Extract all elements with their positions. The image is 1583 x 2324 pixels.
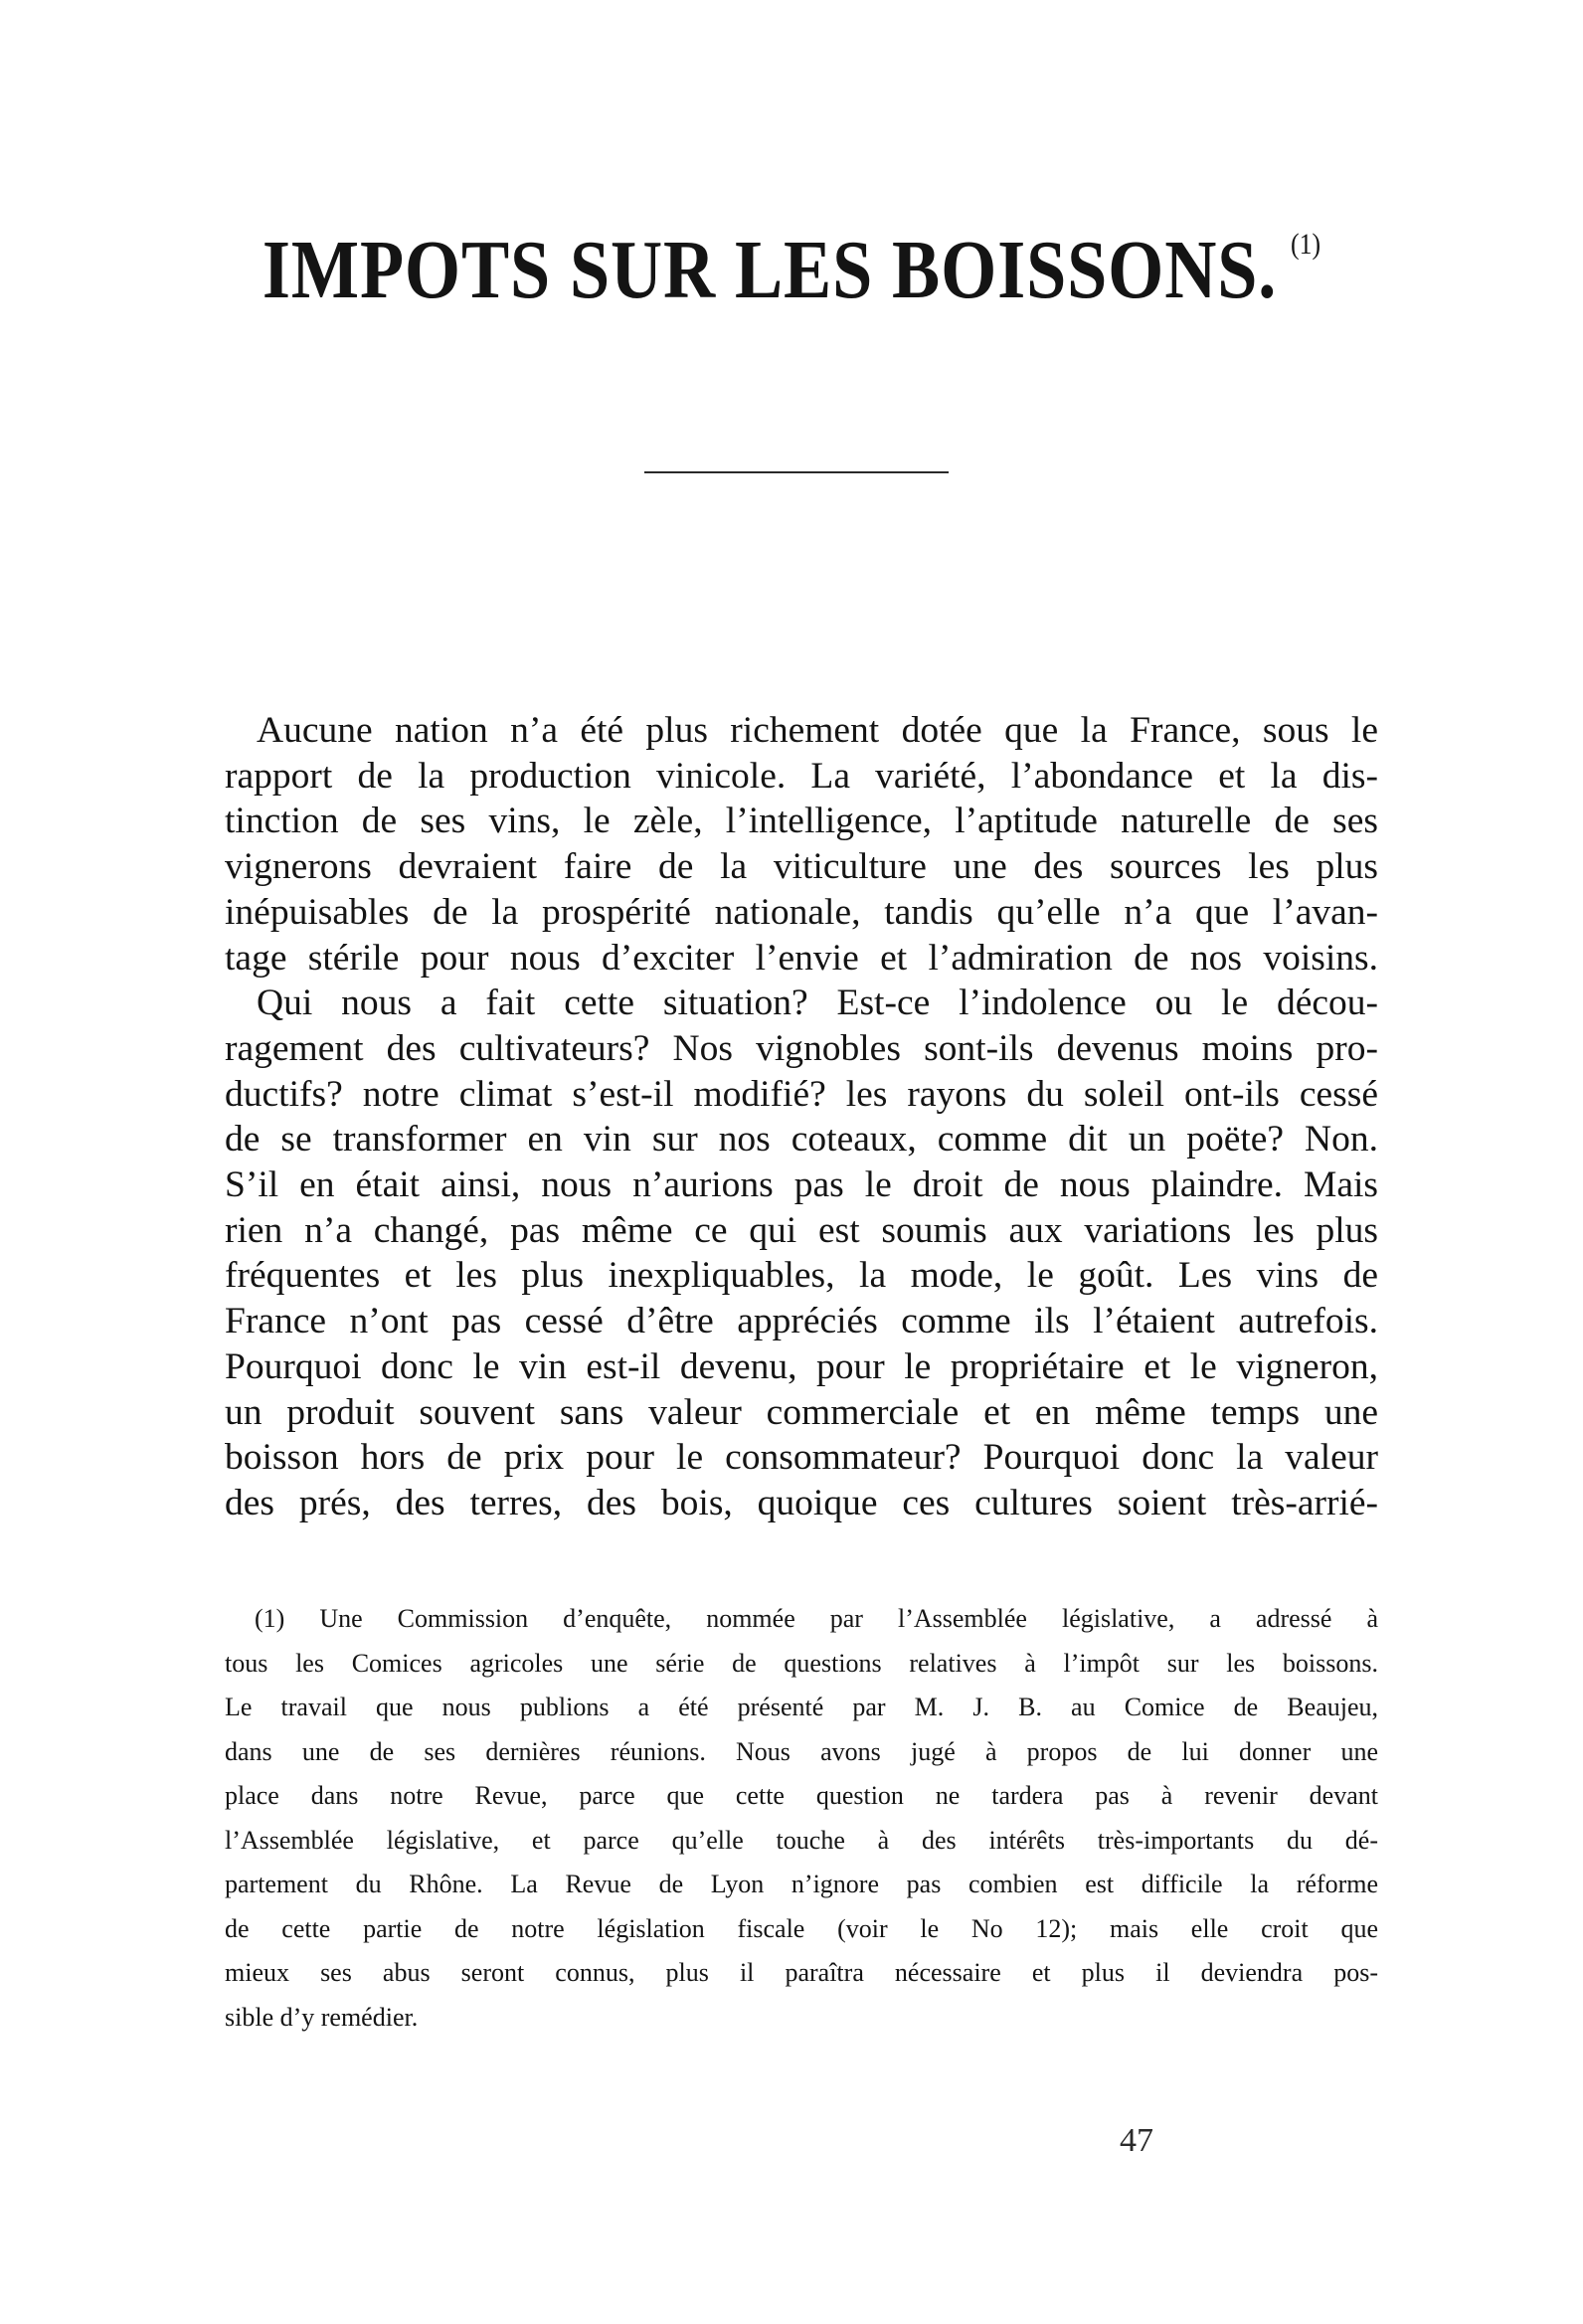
body-line: vignerons devraient faire de la viticulture une des sources les plus <box>225 846 1378 888</box>
footnote-line: place dans notre Revue, parce que cette question ne tardera pas à revenir devant <box>225 1781 1378 1810</box>
footnote-line: partement du Rhône. La Revue de Lyon n’ignore pas combien est difficile la réforme <box>225 1870 1378 1898</box>
body-line: ragement des cultivateurs? Nos vignobles sont-ils devenus moins pro- <box>225 1027 1378 1069</box>
body-line: S’il en était ainsi, nous n’aurions pas le droit de nous plaindre. Mais <box>225 1164 1378 1206</box>
page-title <box>110 195 1472 320</box>
body-line: Qui nous a fait cette situation? Est-ce l’indolence ou le décou- <box>257 983 1378 1024</box>
body-line: boisson hors de prix pour le consommateur? Pourquoi donc la valeur <box>225 1437 1378 1479</box>
page-number: 47 <box>1120 2122 1153 2159</box>
title-text: IMPOTS SUR LES BOISSONS. <box>262 224 1278 316</box>
body-line: rien n’a changé, pas même ce qui est soumis aux variations les plus <box>225 1209 1378 1251</box>
paragraph-2 <box>225 981 1378 1525</box>
body-line: France n’ont pas cessé d’être appréciés comme ils l’étaient autrefois. <box>225 1301 1378 1342</box>
footnote-line: l’Assemblée législative, et parce qu’elle touche à des intérêts très-importants du dé- <box>225 1825 1378 1855</box>
body-line: ductifs? notre climat s’est-il modifié? les rayons du soleil ont-ils cessé <box>225 1073 1378 1115</box>
footnote-line: (1) Une Commission d’enquête, nommée par l’Assemblée législative, a adressé à <box>255 1604 1378 1633</box>
body-line: fréquentes et les plus inexpliquables, la mode, le goût. Les vins de <box>225 1255 1378 1297</box>
paragraph-1 <box>225 708 1378 981</box>
body-line: tage stérile pour nous d’exciter l’envie et l’admiration de nos voisins. <box>225 937 1378 979</box>
body-text <box>225 708 1378 1526</box>
body-line: de se transformer en vin sur nos coteaux, comme dit un poëte? Non. <box>225 1119 1378 1161</box>
body-line: tinction de ses vins, le zèle, l’intelligence, l’aptitude naturelle de ses <box>225 801 1378 842</box>
footnote <box>225 1597 1378 2040</box>
title-divider <box>644 471 949 473</box>
body-line: des prés, des terres, des bois, quoique ces cultures soient très-arrié- <box>225 1482 1378 1523</box>
body-line: rapport de la production vinicole. La variété, l’abondance et la dis- <box>225 755 1378 797</box>
body-line: un produit souvent sans valeur commerciale et en même temps une <box>225 1391 1378 1433</box>
body-line: inépuisables de la prospérité nationale, tandis qu’elle n’a que l’avan- <box>225 891 1378 933</box>
footnote-line: de cette partie de notre législation fiscale (voir le No 12); mais elle croit que <box>225 1913 1378 1943</box>
footnote-line: dans une de ses dernières réunions. Nous avons jugé à propos de lui donner une <box>225 1736 1378 1766</box>
footnote-line: sible d’y remédier. <box>225 2002 419 2032</box>
body-line: Aucune nation n’a été plus richement dotée que la France, sous le <box>257 710 1378 751</box>
body-line: Pourquoi donc le vin est-il devenu, pour le propriétaire et le vigneron, <box>225 1345 1378 1387</box>
footnote-marker: (1) <box>1290 228 1321 261</box>
footnote-line: mieux ses abus seront connus, plus il paraîtra nécessaire et plus il deviendra pos- <box>225 1958 1378 1987</box>
footnote-line: Le travail que nous publions a été présenté par M. J. B. au Comice de Beaujeu, <box>225 1693 1378 1721</box>
footnote-line: tous les Comices agricoles une série de questions relatives à l’impôt sur les boissons. <box>225 1648 1378 1678</box>
